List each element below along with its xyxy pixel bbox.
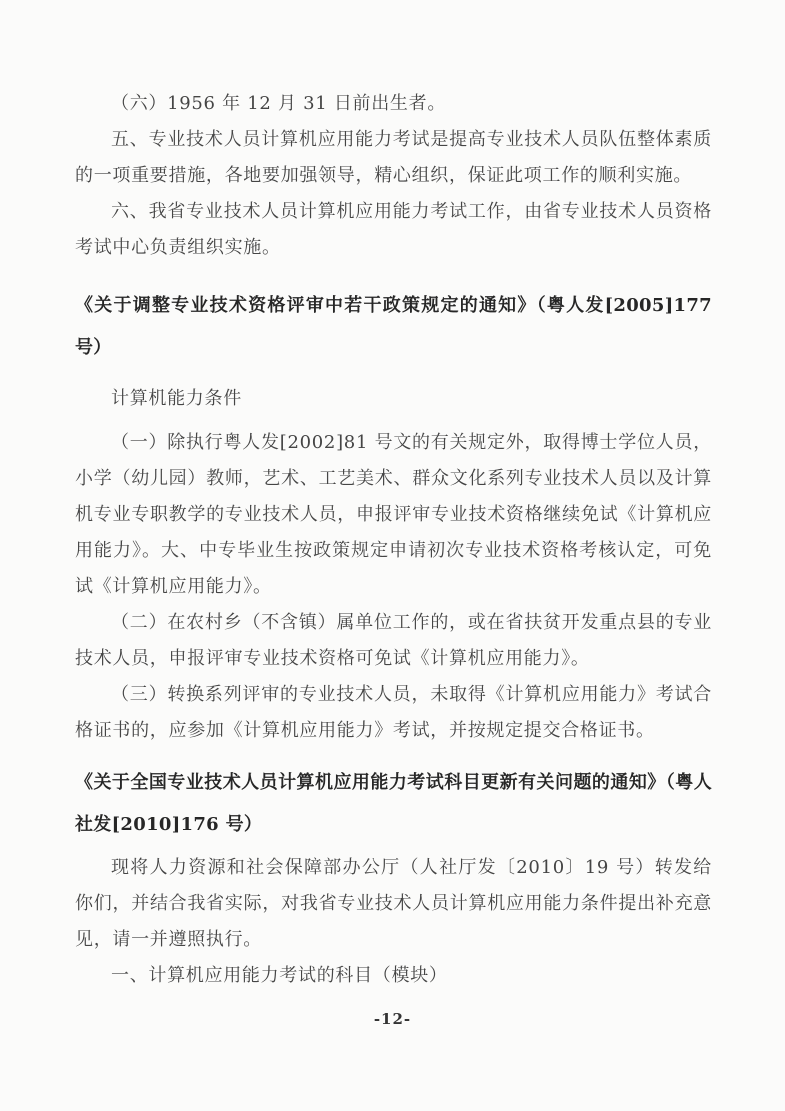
paragraph-exemption-rule-2: （二）在农村乡（不含镇）属单位工作的，或在省扶贫开发重点县的专业技术人员，申报评审专业技术资格可免试《计算机应用能力》。 <box>75 612 712 669</box>
paragraph-exam-subjects-modules: 一、计算机应用能力考试的科目（模块） <box>111 965 448 986</box>
paragraph-exemption-rule-1: （一）除执行粤人发[2002]81 号文的有关规定外，取得博士学位人员，小学（幼儿园）教师，艺术、工艺美术、群众文化系列专业技术人员以及计算机专业专职教学的专业技术人员，申报评审专业技术资格继续免试《计算机应用能力》。大、中专毕业生按政策规定申请初次专业技术资格考核认定，可免试《计算机应用能力》。 <box>75 432 712 597</box>
heading-notice-2010-176: 《关于全国专业技术人员计算机应用能力考试科目更新有关问题的通知》（粤人社发[2010]176 号） <box>75 772 712 835</box>
paragraph-exemption-rule-3: （三）转换系列评审的专业技术人员，未取得《计算机应用能力》考试合格证书的，应参加《计算机应用能力》考试，并按规定提交合格证书。 <box>75 684 712 741</box>
paragraph-item-5-exam-importance: 五、专业技术人员计算机应用能力考试是提高专业技术人员队伍整体素质的一项重要措施，各地要加强领导，精心组织，保证此项工作的顺利实施。 <box>75 129 712 186</box>
paragraph-computer-ability-condition: 计算机能力条件 <box>111 388 242 409</box>
paragraph-item-6-exam-organization: 六、我省专业技术人员计算机应用能力考试工作，由省专业技术人员资格考试中心负责组织实施。 <box>75 201 712 258</box>
paragraph-forwarding-notice: 现将人力资源和社会保障部办公厅（人社厅发〔2010〕19 号）转发给你们，并结合我省实际，对我省专业技术人员计算机应用能力条件提出补充意见，请一并遵照执行。 <box>75 857 712 950</box>
document-text-block <box>75 86 712 994</box>
heading-notice-2005-177: 《关于调整专业技术资格评审中若干政策规定的通知》（粤人发[2005]177 号） <box>75 295 712 358</box>
paragraph-item-6-birthdate: （六）1956 年 12 月 31 日前出生者。 <box>111 93 447 114</box>
page-number: -12- <box>373 1010 412 1028</box>
